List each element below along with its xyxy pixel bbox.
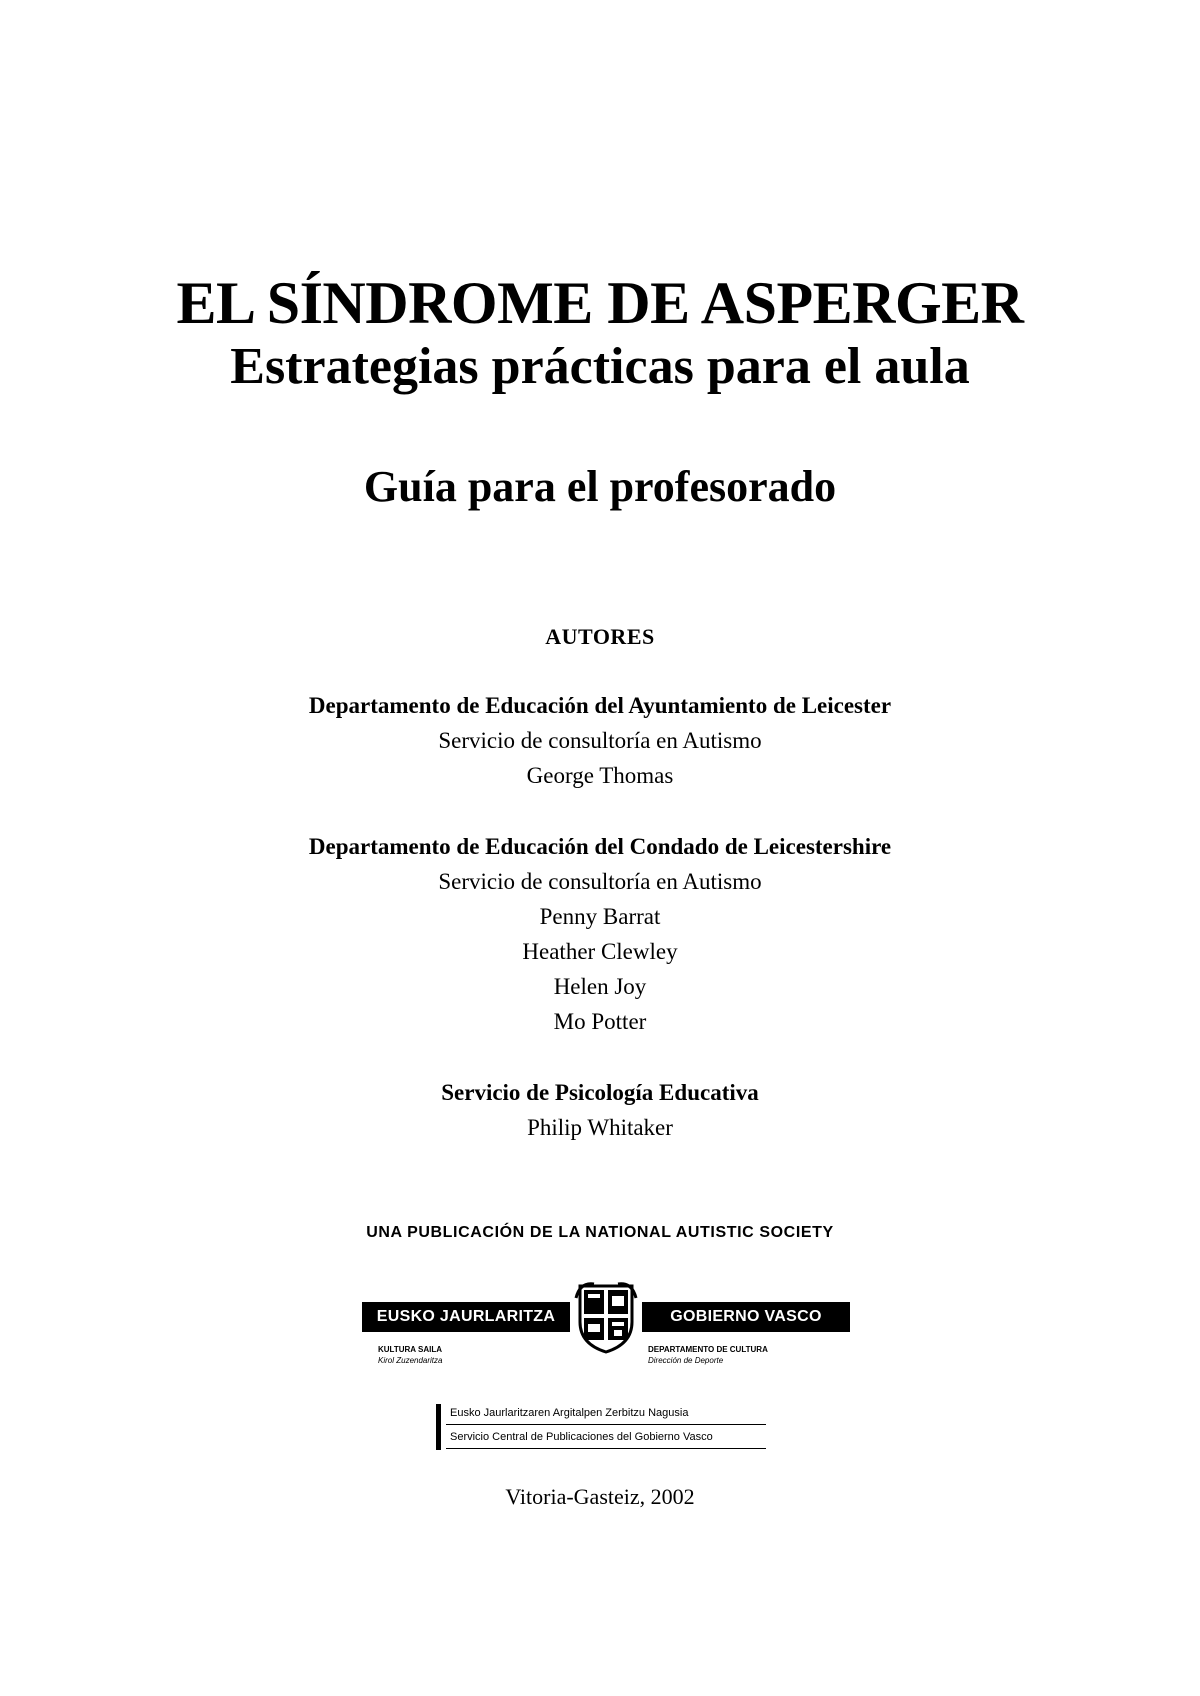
logo-sub-department: KULTURA SAILA <box>378 1345 442 1354</box>
basque-government-logo <box>362 1278 850 1380</box>
author-group-leicestershire <box>0 829 1200 1039</box>
author-name: George Thomas <box>526 763 674 788</box>
book-subtitle: Estrategias prácticas para el aula <box>230 338 970 395</box>
service-line-basque: Eusko Jaurlaritzaren Argitalpen Zerbitzu Nagusia <box>450 1407 689 1419</box>
logo-label-spanish: GOBIERNO VASCO <box>642 1302 850 1332</box>
service-bar <box>436 1404 441 1450</box>
logo-label-basque: EUSKO JAURLARITZA <box>362 1302 570 1332</box>
logo-sub-directorate: Kirol Zuzendaritza <box>378 1356 443 1365</box>
author-name: Mo Potter <box>553 1009 647 1034</box>
service-name: Servicio de consultoría en Autismo <box>438 728 762 753</box>
logo-sub-spanish <box>648 1344 768 1366</box>
logo-sub-basque <box>378 1344 442 1366</box>
divider <box>446 1424 766 1425</box>
author-name: Heather Clewley <box>522 939 678 964</box>
service-line-spanish: Servicio Central de Publicaciones del Gobierno Vasco <box>450 1431 713 1443</box>
publication-note: UNA PUBLICACIÓN DE LA NATIONAL AUTISTIC SOCIETY <box>366 1224 834 1241</box>
place-and-date: Vitoria-Gasteiz, 2002 <box>505 1484 695 1509</box>
department-name: Departamento de Educación del Ayuntamiento de Leicester <box>308 693 892 718</box>
basque-government-shield-icon <box>574 1278 638 1354</box>
service-name: Servicio de consultoría en Autismo <box>438 869 762 894</box>
logo-sub-directorate: Dirección de Deporte <box>648 1356 724 1365</box>
author-name: Philip Whitaker <box>527 1115 673 1140</box>
department-name: Departamento de Educación del Condado de Leicestershire <box>308 834 892 859</box>
author-group-psychology <box>0 1075 1200 1145</box>
publication-service <box>436 1404 776 1450</box>
author-group-leicester <box>0 688 1200 793</box>
guide-heading: Guía para el profesorado <box>363 462 837 511</box>
author-name: Penny Barrat <box>539 904 661 929</box>
author-name: Helen Joy <box>553 974 647 999</box>
book-title: EL SÍNDROME DE ASPERGER <box>176 270 1024 336</box>
divider <box>446 1448 766 1449</box>
logo-sub-department: DEPARTAMENTO DE CULTURA <box>648 1345 768 1354</box>
authors-heading: AUTORES <box>545 624 655 649</box>
department-name: Servicio de Psicología Educativa <box>441 1080 759 1105</box>
